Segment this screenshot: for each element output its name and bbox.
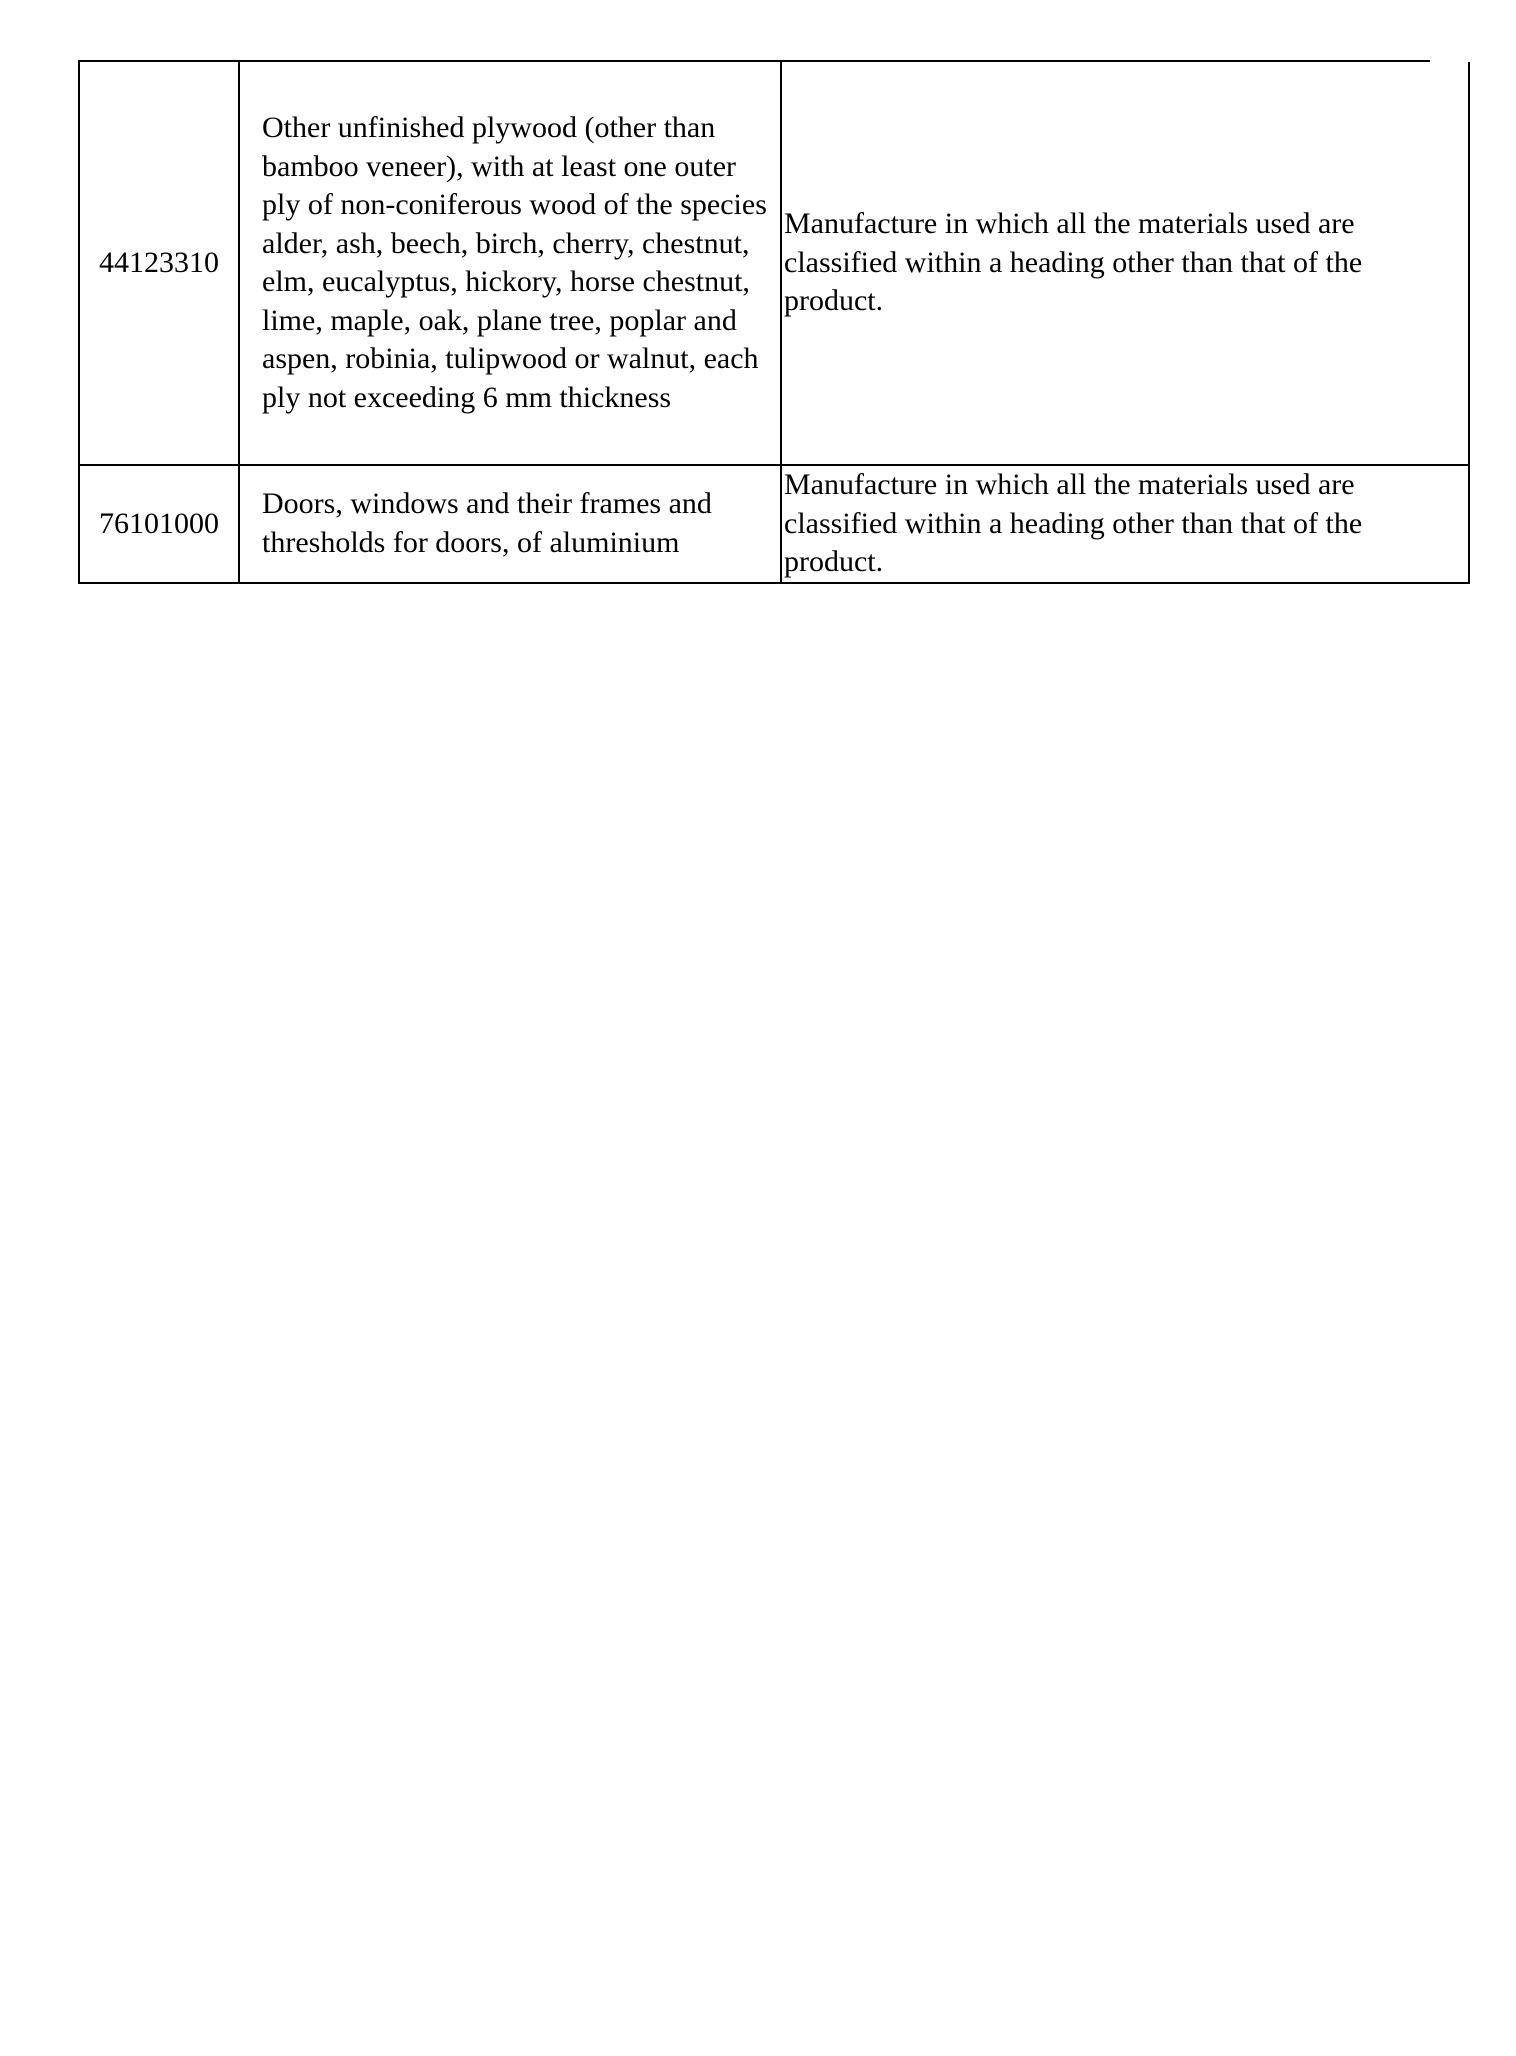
tariff-code-cell: 44123310 — [79, 62, 239, 465]
origin-rule-cell: Manufacture in which all the materials used are classified within a heading other than that of the product. — [781, 62, 1469, 465]
table-row — [79, 465, 1469, 583]
origin-rules-table — [78, 62, 1470, 584]
product-description-cell: Other unfinished plywood (other than bamboo veneer), with at least one outer ply of non-coniferous wood of the species alder, ash, beech, birch, cherry, chestnut, elm, eucalyptus, hickory, horse chestnut, lime, maple, oak, plane tree, poplar and aspen, robinia, tulipwood or walnut, each ply not exceeding 6 mm thickness — [239, 62, 781, 465]
product-description-cell: Doors, windows and their frames and thresholds for doors, of aluminium — [239, 465, 781, 583]
tariff-code-cell: 76101000 — [79, 465, 239, 583]
origin-rule-cell: Manufacture in which all the materials used are classified within a heading other than that of the product. — [781, 465, 1469, 583]
table-row — [79, 62, 1469, 465]
